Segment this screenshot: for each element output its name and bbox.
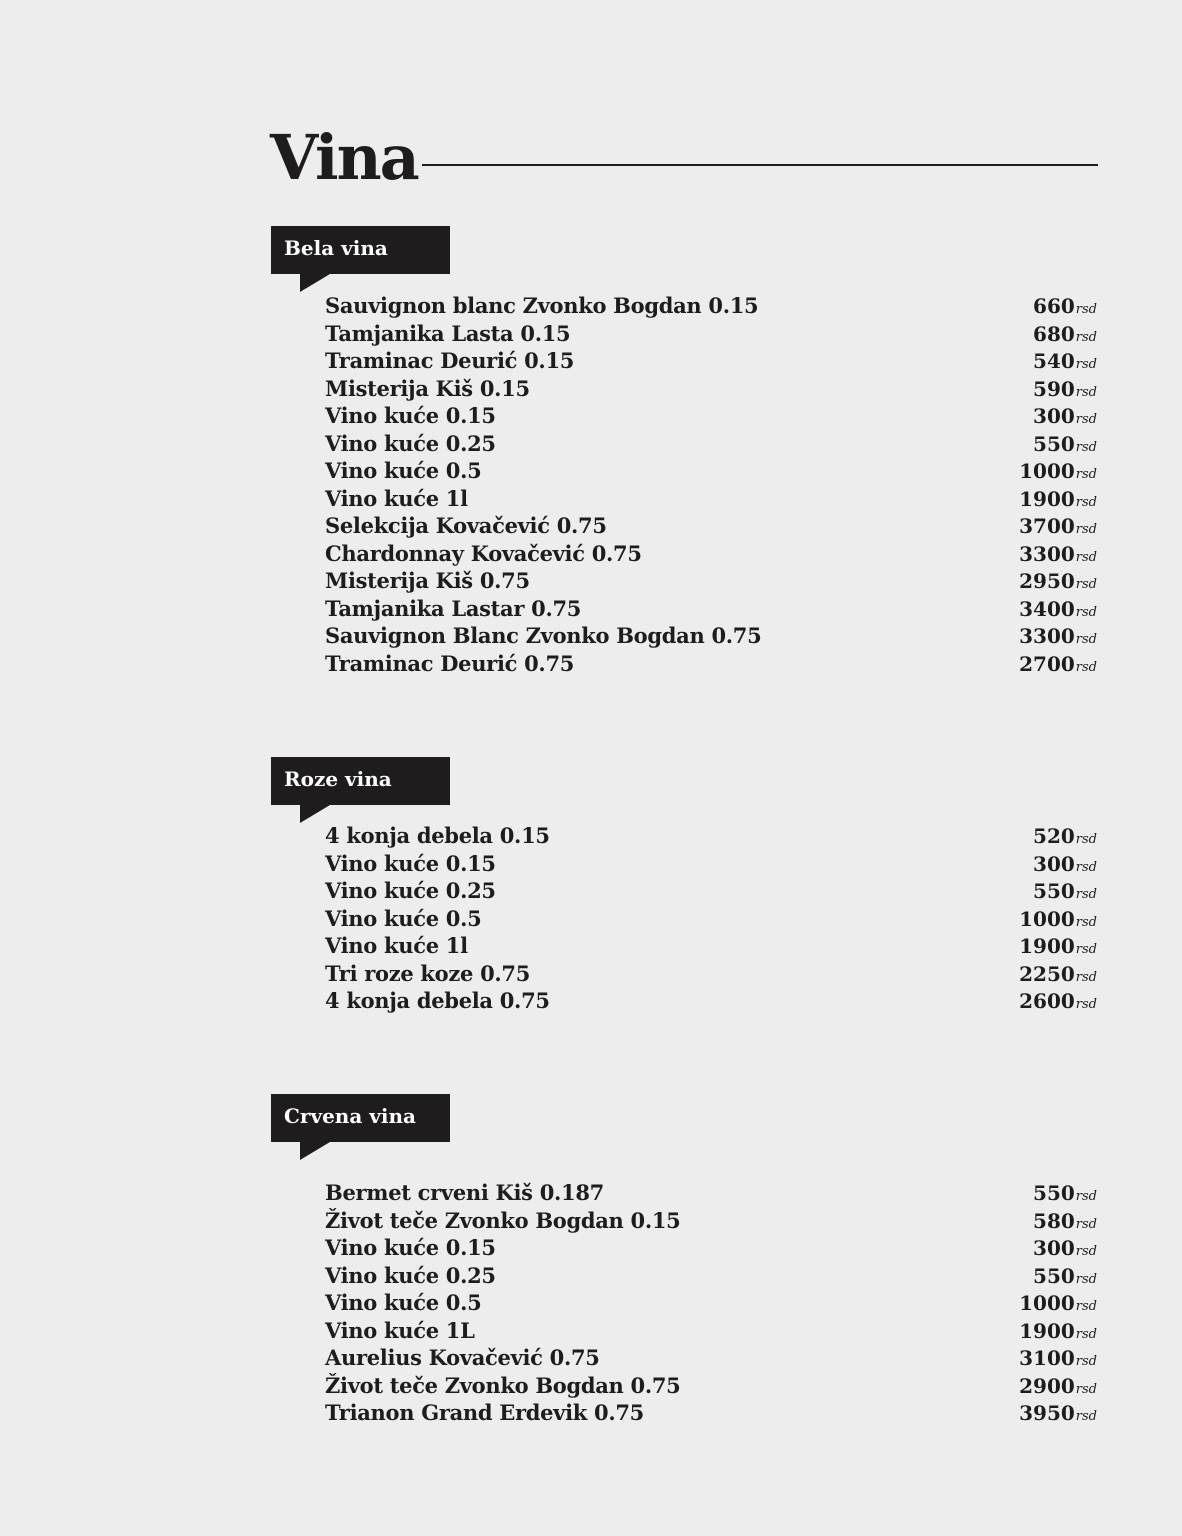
item-price-group bbox=[1019, 1290, 1097, 1321]
menu-item bbox=[325, 1372, 1097, 1400]
menu-item bbox=[325, 1262, 1097, 1290]
item-price-group bbox=[1019, 906, 1097, 937]
item-currency: rsd bbox=[1075, 604, 1097, 620]
item-price-group bbox=[1033, 851, 1097, 882]
item-name: Vino kuće 1l bbox=[325, 933, 468, 958]
item-price: 2900 bbox=[1019, 1373, 1075, 1398]
item-price-group bbox=[1019, 596, 1097, 627]
item-name: Trianon Grand Erdevik 0.75 bbox=[325, 1400, 644, 1425]
item-name: Vino kuće 0.5 bbox=[325, 1290, 482, 1315]
menu-item bbox=[325, 540, 1097, 568]
item-price-group bbox=[1019, 1318, 1097, 1349]
item-price-group bbox=[1019, 458, 1097, 489]
item-currency: rsd bbox=[1075, 1271, 1097, 1287]
menu-item bbox=[325, 485, 1097, 513]
menu-item bbox=[325, 850, 1097, 878]
item-price-group bbox=[1033, 878, 1097, 909]
item-name: Vino kuće 1L bbox=[325, 1317, 475, 1343]
item-name: Misterija Kiš 0.75 bbox=[325, 568, 530, 593]
section-label-tail bbox=[300, 805, 330, 823]
item-price-group bbox=[1019, 486, 1097, 517]
section-label-roze-vina: Roze vina bbox=[271, 757, 450, 805]
item-currency: rsd bbox=[1075, 439, 1097, 455]
items-list-crvena-vina bbox=[325, 1179, 1097, 1427]
item-currency: rsd bbox=[1075, 1381, 1097, 1397]
item-price-group bbox=[1033, 1180, 1097, 1211]
section-label-tail bbox=[300, 1142, 330, 1160]
item-currency: rsd bbox=[1075, 384, 1097, 400]
item-currency: rsd bbox=[1075, 302, 1097, 317]
menu-item bbox=[325, 1289, 1097, 1317]
item-currency: rsd bbox=[1075, 1326, 1097, 1342]
item-price: 1900 bbox=[1019, 486, 1075, 511]
menu-item bbox=[325, 1179, 1097, 1207]
item-price: 590 bbox=[1033, 376, 1075, 401]
item-price-group bbox=[1033, 321, 1097, 352]
item-price-group bbox=[1019, 988, 1097, 1019]
item-currency: rsd bbox=[1075, 577, 1097, 592]
item-currency: rsd bbox=[1075, 1299, 1097, 1314]
menu-item bbox=[325, 512, 1097, 540]
items-list-bela-vina bbox=[325, 292, 1097, 677]
item-price: 300 bbox=[1033, 851, 1075, 876]
menu-item bbox=[325, 1344, 1097, 1372]
item-name: Vino kuće 0.5 bbox=[325, 458, 482, 483]
item-price-group bbox=[1019, 568, 1097, 599]
items-list-roze-vina bbox=[325, 822, 1097, 1015]
item-name: Vino kuće 0.5 bbox=[325, 905, 482, 931]
menu-item bbox=[325, 905, 1097, 933]
item-price-group bbox=[1019, 1400, 1097, 1431]
menu-item bbox=[325, 375, 1097, 403]
item-name: Vino kuće 0.25 bbox=[325, 430, 496, 456]
item-name: Vino kuće 0.15 bbox=[325, 403, 496, 428]
item-name: Sauvignon Blanc Zvonko Bogdan 0.75 bbox=[325, 623, 762, 648]
item-price-group bbox=[1033, 1263, 1097, 1294]
item-currency: rsd bbox=[1075, 1216, 1097, 1232]
item-price: 550 bbox=[1033, 879, 1075, 903]
menu-item bbox=[325, 292, 1097, 320]
menu-item bbox=[325, 1317, 1097, 1345]
menu-item bbox=[325, 877, 1097, 905]
item-name: Misterija Kiš 0.15 bbox=[325, 375, 530, 401]
menu-item bbox=[325, 932, 1097, 960]
item-currency: rsd bbox=[1075, 549, 1097, 565]
item-price-group bbox=[1033, 1235, 1097, 1266]
item-price: 300 bbox=[1033, 404, 1075, 428]
section-label-crvena-vina: Crvena vina bbox=[271, 1094, 450, 1142]
item-name: Život teče Zvonko Bogdan 0.15 bbox=[325, 1207, 681, 1233]
item-price: 580 bbox=[1033, 1208, 1075, 1233]
item-currency: rsd bbox=[1075, 1354, 1097, 1369]
item-currency: rsd bbox=[1075, 942, 1097, 957]
item-name: Sauvignon blanc Zvonko Bogdan 0.15 bbox=[325, 293, 759, 318]
item-price-group bbox=[1033, 403, 1097, 434]
item-price-group bbox=[1033, 376, 1097, 407]
item-price: 3400 bbox=[1019, 596, 1075, 621]
item-name: Aurelius Kovačević 0.75 bbox=[325, 1345, 600, 1370]
title-rule bbox=[422, 164, 1098, 166]
item-name: 4 konja debela 0.15 bbox=[325, 823, 550, 848]
item-price: 1900 bbox=[1019, 1318, 1075, 1343]
menu-item bbox=[325, 960, 1097, 988]
item-price: 1900 bbox=[1019, 934, 1075, 958]
item-currency: rsd bbox=[1075, 1409, 1097, 1424]
item-price-group bbox=[1019, 933, 1097, 964]
item-name: Vino kuće 0.25 bbox=[325, 878, 496, 903]
item-name: Život teče Zvonko Bogdan 0.75 bbox=[325, 1372, 681, 1398]
item-price: 1000 bbox=[1019, 459, 1075, 483]
item-currency: rsd bbox=[1075, 329, 1097, 345]
item-name: Tamjanika Lastar 0.75 bbox=[325, 595, 582, 621]
item-price: 1000 bbox=[1019, 1291, 1075, 1315]
menu-item bbox=[325, 347, 1097, 375]
item-currency: rsd bbox=[1075, 659, 1097, 675]
item-currency: rsd bbox=[1075, 494, 1097, 510]
item-price: 3950 bbox=[1019, 1401, 1075, 1425]
item-name: Tamjanika Lasta 0.15 bbox=[325, 320, 571, 346]
menu-item bbox=[325, 1207, 1097, 1235]
menu-item bbox=[325, 622, 1097, 650]
item-currency: rsd bbox=[1075, 887, 1097, 902]
item-price: 2600 bbox=[1019, 989, 1075, 1013]
item-name: Bermet crveni Kiš 0.187 bbox=[325, 1180, 604, 1205]
item-price: 660 bbox=[1033, 294, 1075, 318]
item-price-group bbox=[1019, 1373, 1097, 1404]
item-price: 680 bbox=[1033, 321, 1075, 346]
menu-item bbox=[325, 650, 1097, 678]
item-currency: rsd bbox=[1075, 522, 1097, 537]
item-price: 550 bbox=[1033, 1263, 1075, 1288]
item-price-group bbox=[1033, 348, 1097, 379]
item-currency: rsd bbox=[1075, 467, 1097, 482]
item-currency: rsd bbox=[1075, 859, 1097, 875]
menu-item bbox=[325, 1234, 1097, 1262]
item-price: 3300 bbox=[1019, 541, 1075, 566]
item-name: Vino kuće 1l bbox=[325, 485, 468, 511]
item-name: Traminac Deurić 0.75 bbox=[325, 650, 575, 676]
item-name: Traminac Deurić 0.15 bbox=[325, 348, 575, 373]
menu-item bbox=[325, 987, 1097, 1015]
item-price: 550 bbox=[1033, 1181, 1075, 1205]
item-currency: rsd bbox=[1075, 1189, 1097, 1204]
item-name: Vino kuće 0.15 bbox=[325, 1235, 496, 1260]
item-price: 2700 bbox=[1019, 651, 1075, 676]
item-price: 3100 bbox=[1019, 1346, 1075, 1370]
item-price: 2950 bbox=[1019, 569, 1075, 593]
item-currency: rsd bbox=[1075, 914, 1097, 930]
item-price-group bbox=[1019, 651, 1097, 682]
item-price: 3700 bbox=[1019, 514, 1075, 538]
menu-item bbox=[325, 320, 1097, 348]
menu-item bbox=[325, 402, 1097, 430]
item-currency: rsd bbox=[1075, 632, 1097, 647]
item-price: 550 bbox=[1033, 431, 1075, 456]
item-currency: rsd bbox=[1075, 969, 1097, 985]
item-currency: rsd bbox=[1075, 1244, 1097, 1259]
item-price-group bbox=[1019, 623, 1097, 654]
menu-item bbox=[325, 822, 1097, 850]
item-price: 2250 bbox=[1019, 961, 1075, 986]
item-price-group bbox=[1019, 513, 1097, 544]
item-currency: rsd bbox=[1075, 357, 1097, 372]
item-price: 1000 bbox=[1019, 906, 1075, 931]
menu-item bbox=[325, 430, 1097, 458]
item-name: 4 konja debela 0.75 bbox=[325, 988, 550, 1013]
item-price: 3300 bbox=[1019, 624, 1075, 648]
menu-item bbox=[325, 1399, 1097, 1427]
item-currency: rsd bbox=[1075, 832, 1097, 847]
item-price-group bbox=[1033, 823, 1097, 854]
item-price: 300 bbox=[1033, 1236, 1075, 1260]
item-price-group bbox=[1019, 1345, 1097, 1376]
item-price-group bbox=[1019, 961, 1097, 992]
item-price: 540 bbox=[1033, 349, 1075, 373]
item-name: Vino kuće 0.15 bbox=[325, 850, 496, 876]
item-price: 520 bbox=[1033, 824, 1075, 848]
item-name: Chardonnay Kovačević 0.75 bbox=[325, 540, 642, 566]
section-label-tail bbox=[300, 274, 330, 292]
item-currency: rsd bbox=[1075, 412, 1097, 427]
section-label-bela-vina: Bela vina bbox=[271, 226, 450, 274]
item-name: Vino kuće 0.25 bbox=[325, 1262, 496, 1288]
item-price-group bbox=[1033, 431, 1097, 462]
item-price-group bbox=[1019, 541, 1097, 572]
menu-item bbox=[325, 567, 1097, 595]
menu-item bbox=[325, 457, 1097, 485]
item-name: Tri roze koze 0.75 bbox=[325, 960, 531, 986]
item-price-group bbox=[1033, 293, 1097, 324]
item-price-group bbox=[1033, 1208, 1097, 1239]
menu-item bbox=[325, 595, 1097, 623]
item-name: Selekcija Kovačević 0.75 bbox=[325, 513, 607, 538]
item-currency: rsd bbox=[1075, 997, 1097, 1012]
page-title: Vina bbox=[270, 121, 418, 194]
